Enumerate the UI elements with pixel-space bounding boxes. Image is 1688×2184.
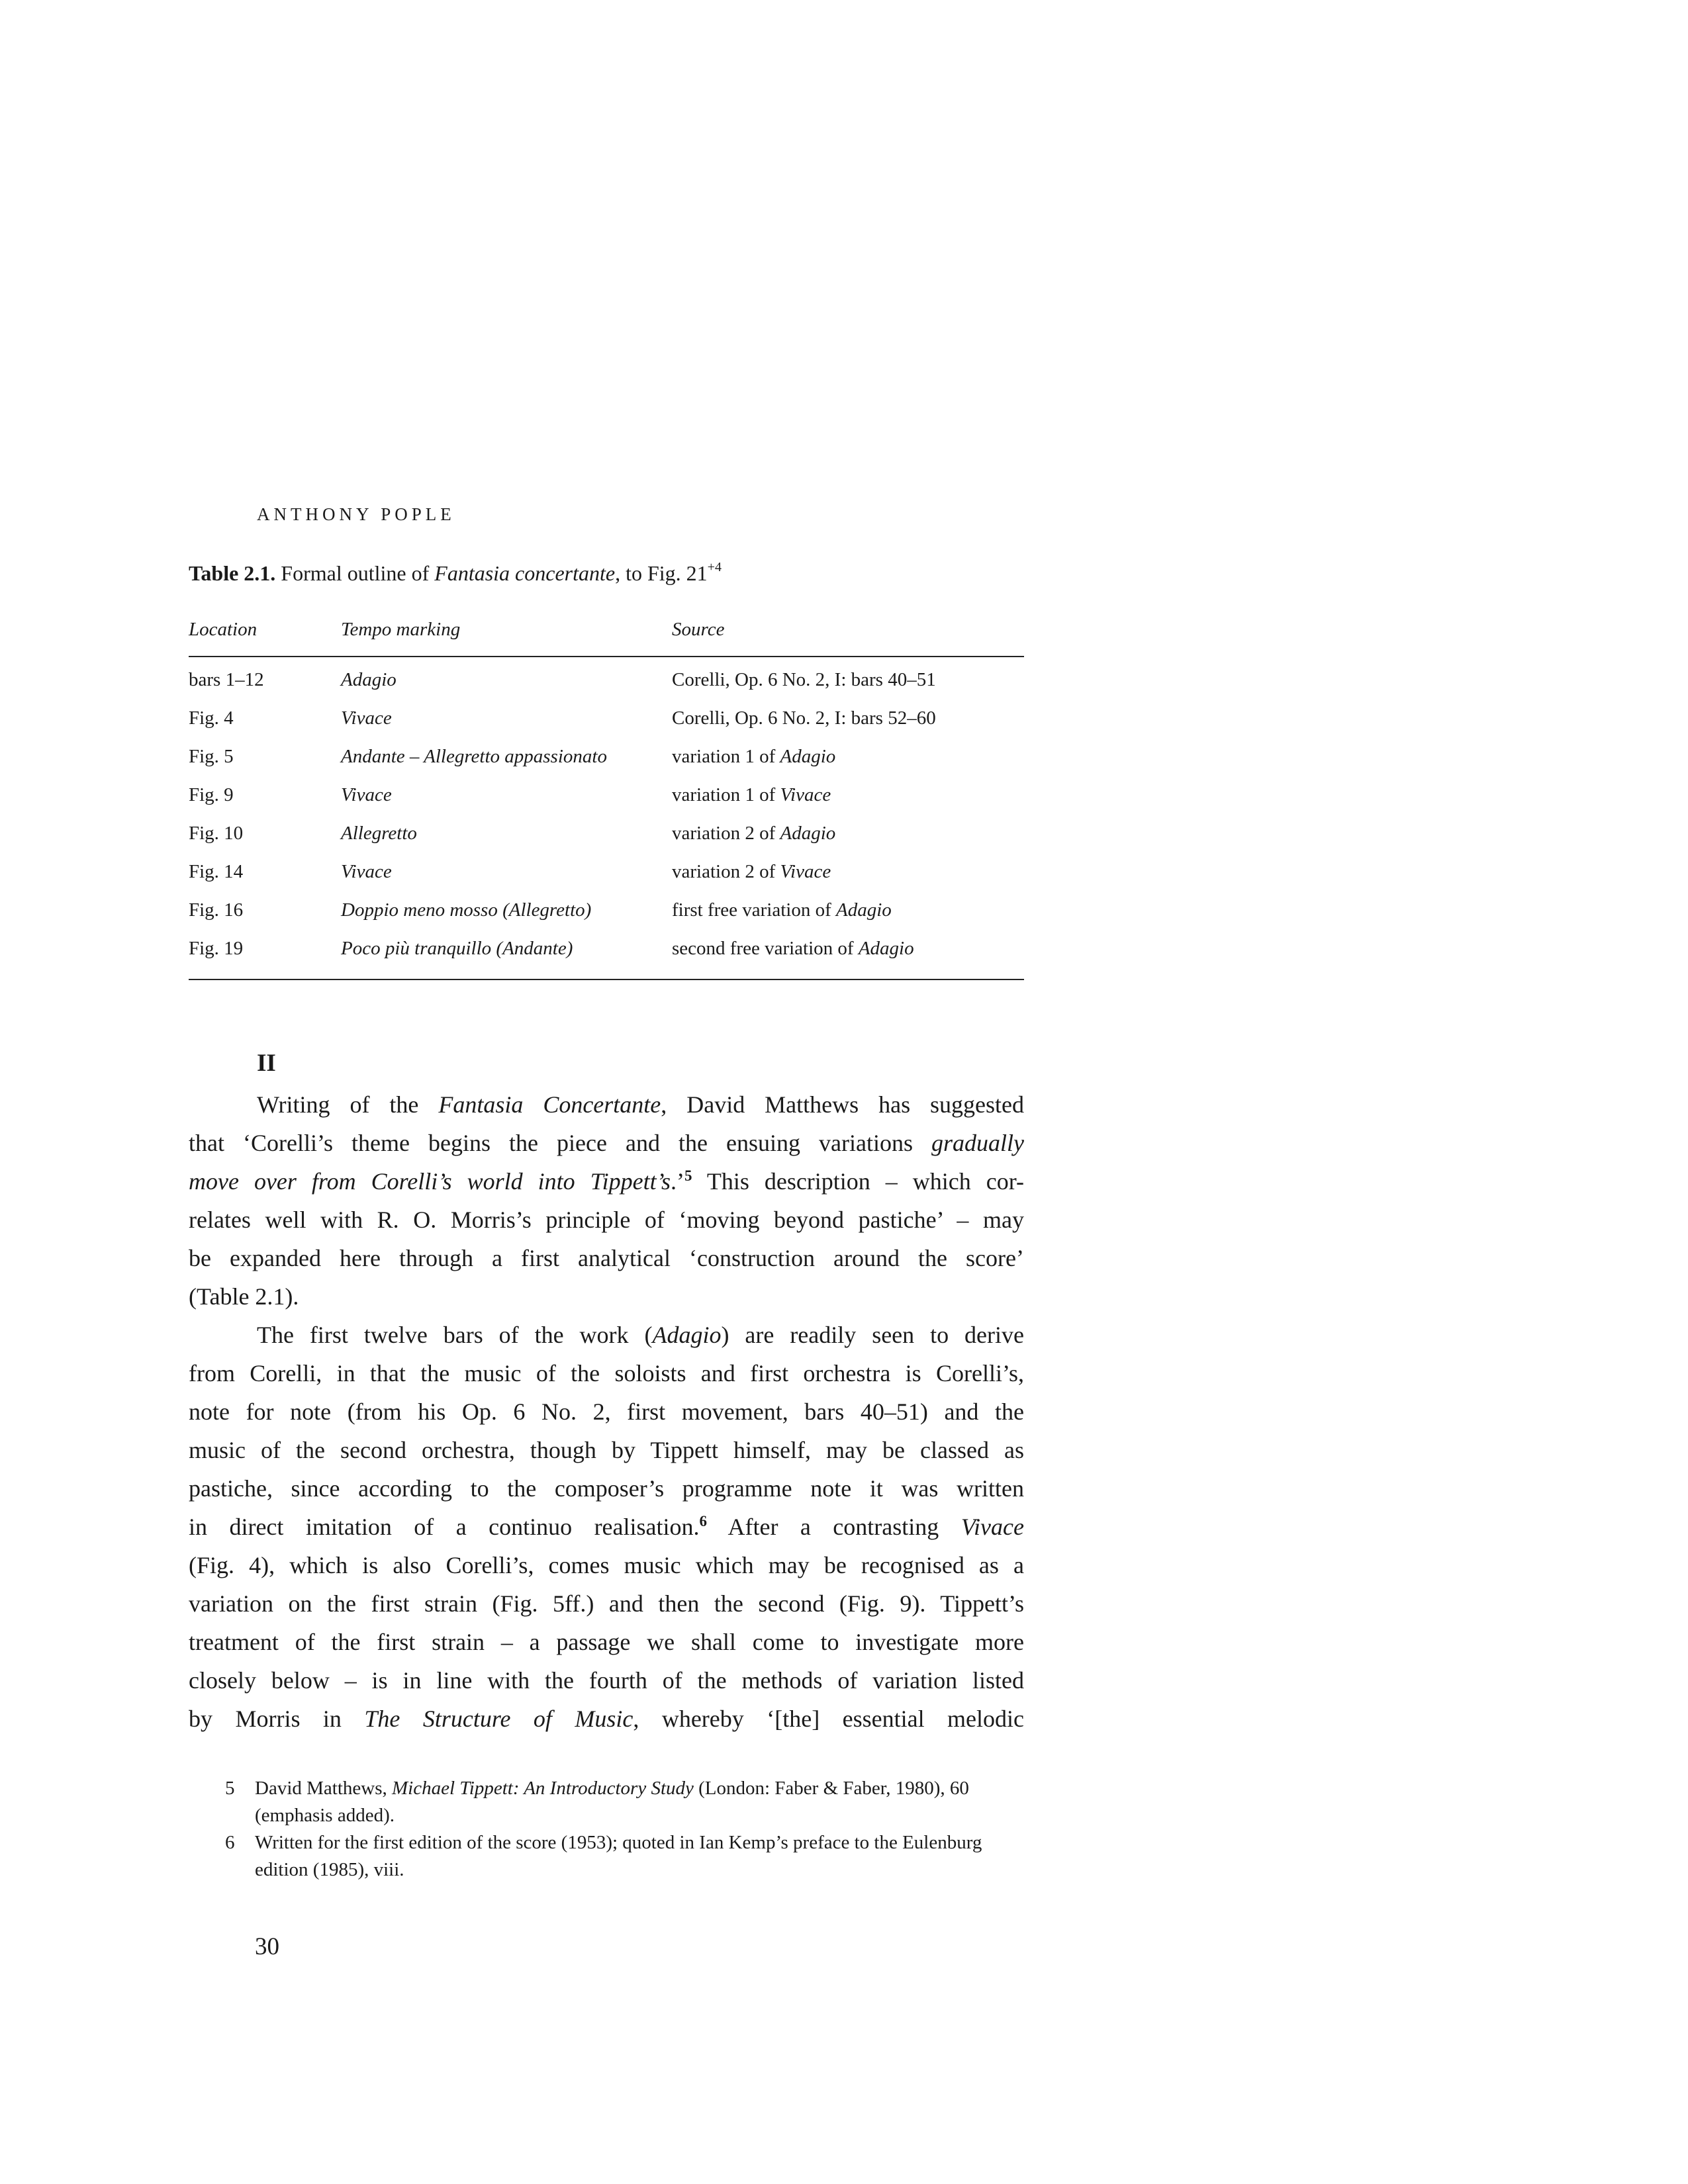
footnote — [225, 1829, 1026, 1884]
text-run: variation 2 of — [672, 861, 780, 882]
italic-text: Adagio — [780, 823, 836, 844]
text-line — [189, 1700, 1024, 1738]
text-run: in direct imitation of a continuo realisation. — [189, 1514, 700, 1540]
italic-text: Fantasia Concertante — [438, 1091, 661, 1118]
text-run: Writing of the — [257, 1091, 439, 1118]
cell-location: Fig. 14 — [189, 861, 244, 882]
text-line — [189, 1508, 1024, 1546]
italic-text: gradually — [931, 1130, 1024, 1156]
text-run: The first twelve bars of the work ( — [257, 1322, 653, 1348]
italic-text: Adagio — [836, 899, 892, 921]
text-run: note for note (from his Op. 6 No. 2, first movement, bars 40–51) and the — [189, 1398, 1024, 1425]
text-run: Corelli, Op. 6 No. 2, I: bars 52–60 — [672, 707, 936, 729]
text-line — [189, 1201, 1024, 1239]
cell-source — [672, 938, 914, 960]
table-row — [189, 861, 1024, 899]
text-run: closely below – is in line with the fourth of the methods of variation listed — [189, 1667, 1024, 1694]
footnote-number: 6 — [225, 1832, 235, 1853]
cell-tempo: Adagio — [341, 669, 397, 690]
italic-text: Adagio — [780, 746, 836, 767]
text-run: David Matthews, — [255, 1778, 392, 1799]
cell-source — [672, 899, 892, 921]
text-run: that ‘Corelli’s theme begins the piece and the ensuing variations — [189, 1130, 931, 1156]
text-run: relates well with R. O. Morris’s principle of ‘moving beyond pastiche’ – may — [189, 1206, 1024, 1233]
text-line — [189, 1584, 1024, 1623]
text-run: be expanded here through a first analytical ‘construction around the score’ — [189, 1245, 1024, 1271]
page-number: 30 — [255, 1933, 279, 1960]
cell-source — [672, 746, 835, 768]
cell-location: bars 1–12 — [189, 669, 264, 690]
italic-text: Adagio — [858, 938, 914, 959]
cell-tempo: Andante – Allegretto appassionato — [341, 746, 607, 767]
text-run: (London: Faber & Faber, 1980), 60 (emphasis added). — [255, 1778, 969, 1826]
footnote-ref: 5 — [684, 1167, 692, 1184]
text-run: Written for the first edition of the score (1953); quoted in Ian Kemp’s preface to the Eulenburg edition (1985), viii. — [255, 1832, 982, 1880]
italic-text: Vivace — [780, 784, 831, 805]
text-run: music of the second orchestra, though by Tippett himself, may be classed as — [189, 1437, 1024, 1463]
table-row — [189, 707, 1024, 746]
table-row — [189, 899, 1024, 938]
table-row — [189, 784, 1024, 823]
cell-source — [672, 823, 835, 844]
cell-location: Fig. 16 — [189, 899, 244, 921]
text-line — [189, 1277, 1024, 1316]
text-run: After a contrasting — [707, 1514, 961, 1540]
cell-source — [672, 669, 936, 691]
table-row — [189, 938, 1024, 976]
italic-text: Adagio — [652, 1322, 722, 1348]
text-line — [189, 1124, 1024, 1162]
text-run: pastiche, since according to the composer’s programme note it was written — [189, 1475, 1024, 1502]
text-run: Corelli, Op. 6 No. 2, I: bars 40–51 — [672, 669, 936, 690]
text-line — [189, 1162, 1024, 1201]
formal-outline-table — [189, 619, 1024, 980]
table-caption — [189, 560, 722, 586]
text-run: variation 2 of — [672, 823, 780, 844]
table-row — [189, 669, 1024, 707]
cell-tempo: Poco più tranquillo (Andante) — [341, 938, 573, 959]
text-line — [189, 1623, 1024, 1661]
text-run: ) are readily seen to derive — [721, 1322, 1024, 1348]
table-row — [189, 746, 1024, 784]
text-line — [189, 1661, 1024, 1700]
text-run: treatment of the first strain – a passage we shall come to investigate more — [189, 1629, 1024, 1655]
text-run: .’ — [671, 1168, 684, 1195]
footnote-number: 5 — [225, 1778, 235, 1799]
text-run: from Corelli, in that the music of the soloists and first orchestra is Corelli’s, — [189, 1360, 1024, 1387]
text-run: (Fig. 4), which is also Corelli’s, comes music which may be recognised as a — [189, 1552, 1024, 1578]
italic-text: move over from Corelli’s world into Tippett’s — [189, 1168, 671, 1195]
footnotes — [225, 1775, 1026, 1884]
cell-location: Fig. 10 — [189, 823, 244, 844]
cell-tempo: Vivace — [341, 784, 392, 805]
text-run: variation on the first strain (Fig. 5ff.) and then the second (Fig. 9). Tippett’s — [189, 1590, 1024, 1617]
header-tempo: Tempo marking — [341, 619, 461, 640]
cell-source — [672, 707, 936, 729]
text-line — [189, 1316, 1024, 1354]
paragraph — [189, 1085, 1024, 1316]
text-run: variation 1 of — [672, 784, 780, 805]
cell-location: Fig. 19 — [189, 938, 244, 959]
caption-superscript: +4 — [707, 560, 722, 574]
cell-location: Fig. 4 — [189, 707, 234, 729]
body-text — [189, 1085, 1024, 1738]
paragraph — [189, 1316, 1024, 1738]
table-row — [189, 823, 1024, 861]
text-run: This description – which cor- — [692, 1168, 1024, 1195]
cell-tempo: Allegretto — [341, 823, 417, 844]
italic-text: Vivace — [780, 861, 831, 882]
cell-source — [672, 861, 831, 883]
text-line — [189, 1354, 1024, 1392]
text-line — [189, 1431, 1024, 1469]
running-head: ANTHONY POPLE — [257, 504, 455, 524]
italic-text: Vivace — [961, 1514, 1024, 1540]
italic-text: The Structure of Music — [364, 1706, 633, 1732]
cell-tempo: Vivace — [341, 861, 392, 882]
section-heading: II — [257, 1050, 276, 1077]
text-run: , David Matthews has suggested — [661, 1091, 1025, 1118]
text-run: second free variation of — [672, 938, 859, 959]
cell-tempo: Vivace — [341, 707, 392, 729]
text-line — [189, 1546, 1024, 1584]
cell-location: Fig. 5 — [189, 746, 234, 767]
cell-location: Fig. 9 — [189, 784, 234, 805]
footnote-ref: 6 — [699, 1513, 708, 1529]
table-header-row — [189, 619, 1024, 657]
cell-source — [672, 784, 831, 806]
text-run: variation 1 of — [672, 746, 780, 767]
cell-tempo: Doppio meno mosso (Allegretto) — [341, 899, 592, 921]
table-body — [189, 657, 1024, 980]
footnote — [225, 1775, 1026, 1829]
text-run: by Morris in — [189, 1706, 365, 1732]
header-source: Source — [672, 619, 725, 640]
text-line — [189, 1469, 1024, 1508]
text-run: first free variation of — [672, 899, 837, 921]
text-run: (Table 2.1). — [189, 1283, 299, 1310]
header-location: Location — [189, 619, 258, 640]
table-label: Table 2.1. — [189, 561, 276, 585]
text-line — [189, 1239, 1024, 1277]
caption-text: Formal outline of — [275, 561, 435, 585]
text-line — [189, 1392, 1024, 1431]
caption-text-end: , to Fig. 21 — [615, 561, 708, 585]
italic-text: Michael Tippett: An Introductory Study — [392, 1778, 694, 1799]
text-run: , whereby ‘[the] essential melodic — [633, 1706, 1025, 1732]
caption-work-title: Fantasia concertante — [434, 561, 616, 585]
text-line — [189, 1085, 1024, 1124]
